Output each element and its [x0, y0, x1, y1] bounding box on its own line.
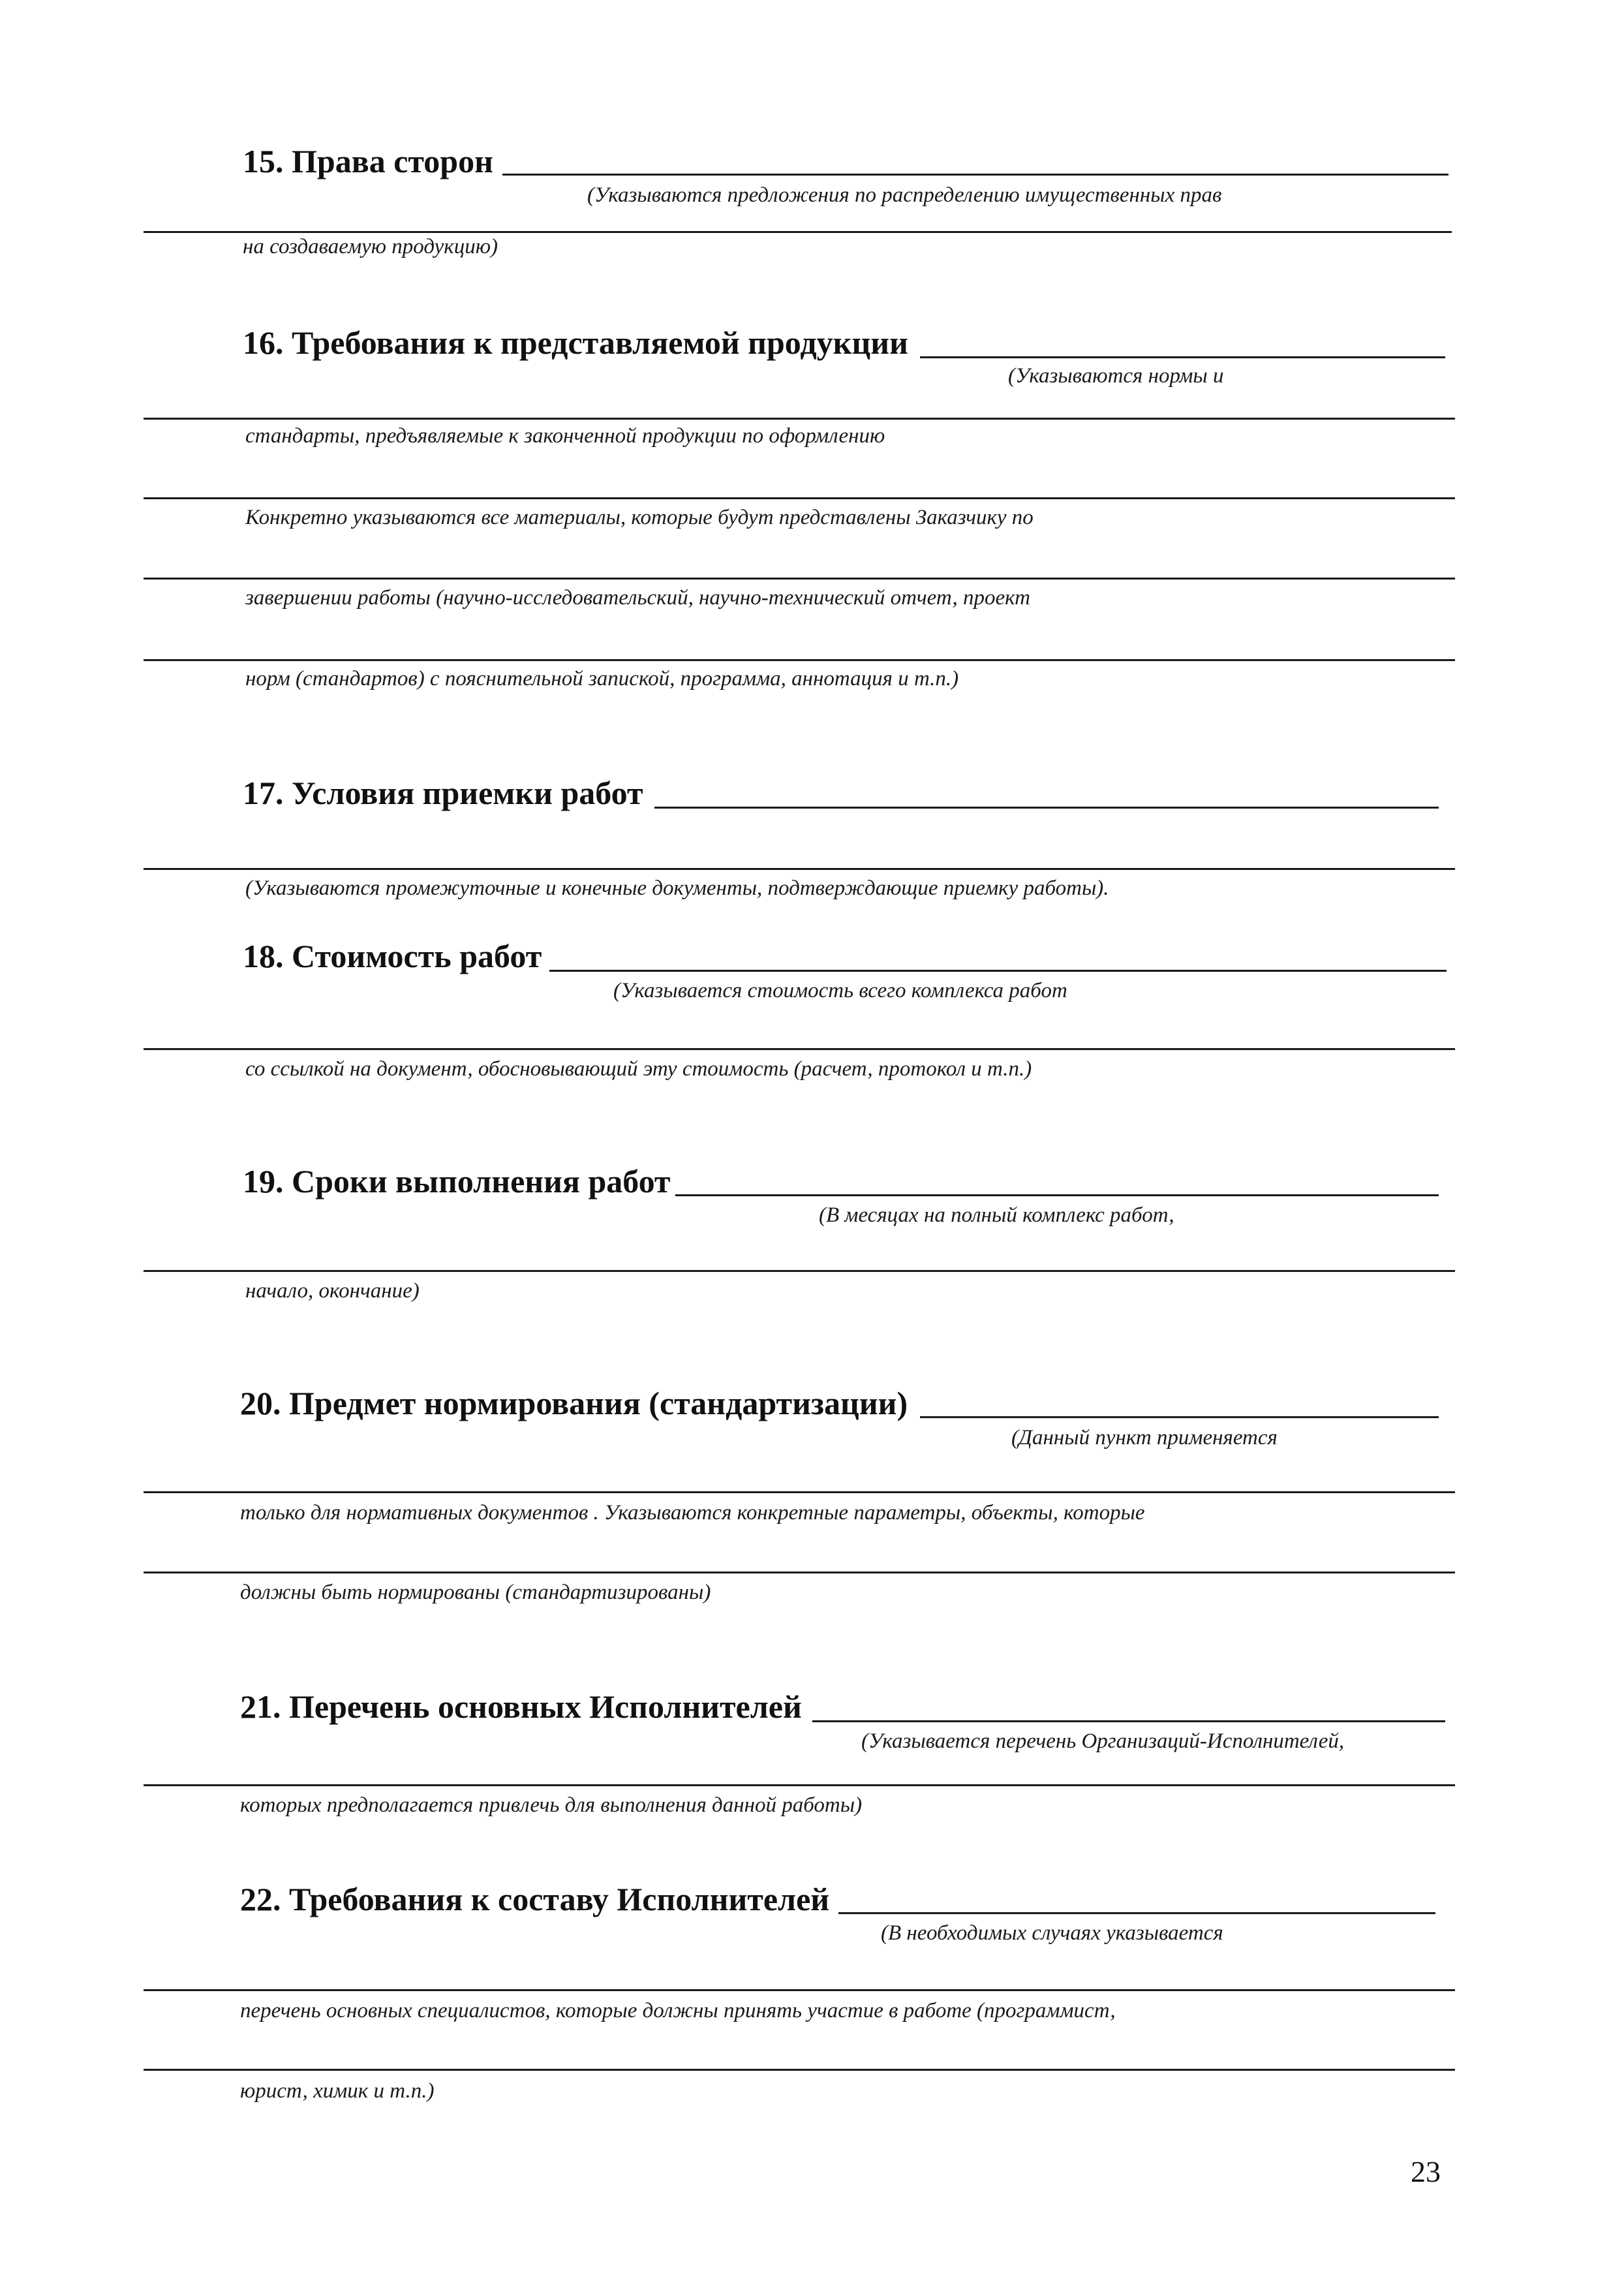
field-line [144, 1048, 1455, 1050]
section-16-note-2: стандарты, предъявляемые к законченной продукции по оформлению [245, 424, 885, 448]
section-16-title: 16. Требования к представляемой продукции [243, 324, 908, 361]
page-number: 23 [1411, 2155, 1441, 2188]
field-line [144, 418, 1455, 420]
field-line [920, 356, 1445, 358]
section-15-note-2: на создаваемую продукцию) [243, 235, 498, 258]
field-line [144, 1784, 1455, 1786]
section-19-title: 19. Сроки выполнения работ [243, 1163, 671, 1200]
field-line [144, 1572, 1455, 1573]
field-line [838, 1912, 1435, 1914]
section-22-title: 22. Требования к составу Исполнителей [240, 1881, 830, 1917]
section-22-note-2: перечень основных специалистов, которые должны принять участие в работе (программист, [240, 1999, 1116, 2022]
section-16-note-1: (Указываются нормы и [1008, 364, 1224, 388]
field-line [502, 174, 1448, 176]
field-line [920, 1416, 1439, 1418]
section-21-note-1: (Указывается перечень Организаций-Исполнителей, [861, 1729, 1345, 1753]
field-line [144, 1989, 1455, 1991]
section-15-note-1: (Указываются предложения по распределению имущественных прав [587, 183, 1222, 207]
field-line [144, 2069, 1455, 2071]
section-20-note-1: (Данный пункт применяется [1011, 1426, 1278, 1449]
field-line [812, 1720, 1445, 1722]
section-18-title: 18. Стоимость работ [243, 938, 542, 974]
field-line [144, 868, 1455, 870]
field-line [144, 578, 1455, 580]
section-19-note-2: начало, окончание) [245, 1279, 420, 1303]
field-line [549, 970, 1447, 972]
section-16-note-3: Конкретно указываются все материалы, которые будут представлены Заказчику по [245, 506, 1034, 529]
section-20-title: 20. Предмет нормирования (стандартизации) [240, 1385, 908, 1421]
section-19-note-1: (В месяцах на полный комплекс работ, [819, 1203, 1174, 1227]
section-16-note-4: завершении работы (научно-исследовательский, научно-технический отчет, проект [245, 586, 1031, 610]
section-21-note-2: которых предполагается привлечь для выполнения данной работы) [240, 1793, 863, 1817]
section-20-note-3: должны быть нормированы (стандартизированы) [240, 1581, 711, 1604]
section-21-title: 21. Перечень основных Исполнителей [240, 1688, 802, 1725]
field-line [654, 807, 1439, 809]
section-20-note-2: только для нормативных документов . Указываются конкретные параметры, объекты, которые [240, 1501, 1145, 1525]
field-line [144, 1270, 1455, 1272]
field-line [675, 1194, 1439, 1196]
field-line [144, 497, 1455, 499]
field-line [144, 231, 1452, 233]
section-17-note-1: (Указываются промежуточные и конечные документы, подтверждающие приемку работы). [245, 876, 1109, 900]
section-15-title: 15. Права сторон [243, 143, 493, 179]
section-17-title: 17. Условия приемки работ [243, 775, 643, 811]
section-18-note-2: со ссылкой на документ, обосновывающий эту стоимость (расчет, протокол и т.п.) [245, 1057, 1032, 1081]
section-16-note-5: норм (стандартов) с пояснительной запиской, программа, аннотация и т.п.) [245, 667, 959, 690]
section-18-note-1: (Указывается стоимость всего комплекса работ [613, 979, 1067, 1002]
field-line [144, 659, 1455, 661]
field-line [144, 1491, 1455, 1493]
section-22-note-3: юрист, химик и т.п.) [240, 2079, 435, 2103]
section-22-note-1: (В необходимых случаях указывается [881, 1921, 1223, 1945]
